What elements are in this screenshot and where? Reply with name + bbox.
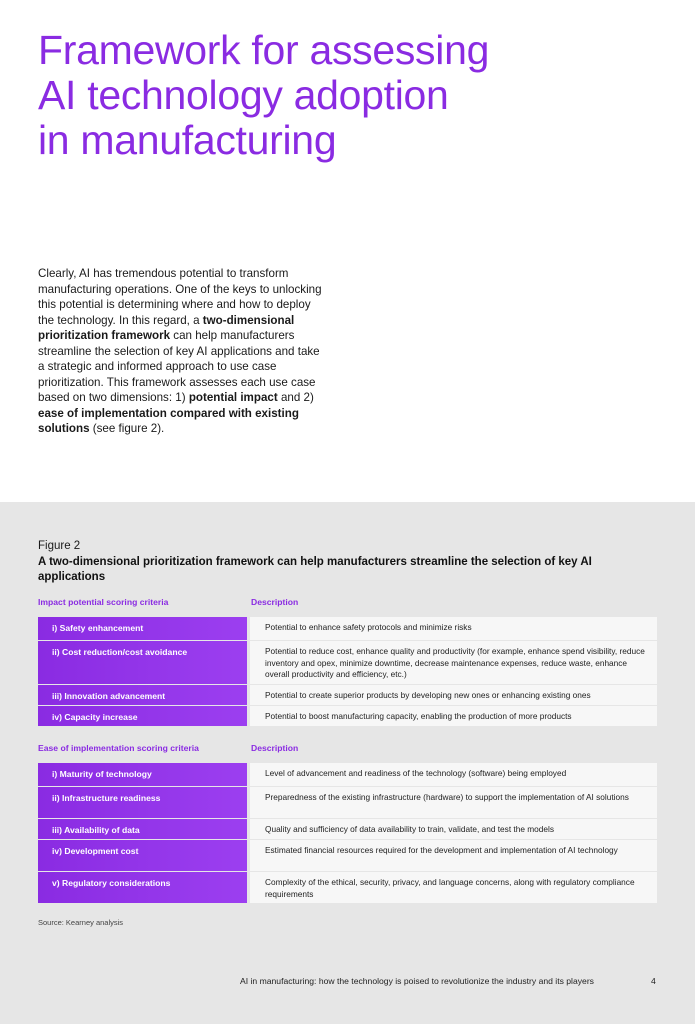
criterion-cell: iii) Availability of data <box>38 819 247 839</box>
ease-header-right: Description <box>251 743 299 753</box>
title-line: AI technology adoption <box>38 72 449 118</box>
description-cell: Potential to create superior products by developing new ones or enhancing existing ones <box>250 685 657 705</box>
description-cell: Complexity of the ethical, security, privacy, and language concerns, along with regulatory compliance requirements <box>250 872 657 903</box>
table-row <box>38 819 658 839</box>
impact-table-header <box>38 597 658 617</box>
title-line: in manufacturing <box>38 117 337 163</box>
intro-bold: two-dimensional prioritization framework <box>38 313 295 342</box>
table-row <box>38 641 658 684</box>
intro-text: (see figure 2). <box>89 422 165 435</box>
ease-table-header <box>38 743 658 763</box>
criterion-cell: i) Safety enhancement <box>38 617 247 640</box>
figure-panel <box>0 502 695 1024</box>
title-line: Framework for assessing <box>38 27 490 73</box>
table-row <box>38 872 658 903</box>
intro-text: can help manufacturers streamline the selection of key AI applications and take a strategic and informed approach to use case prioritization. This framework assesses each use case based on two dimensions: 1) <box>38 329 320 404</box>
intro-bold: potential impact <box>188 391 278 404</box>
criterion-cell: iv) Capacity increase <box>38 706 247 726</box>
description-cell: Potential to boost manufacturing capacity, enabling the production of more products <box>250 706 657 726</box>
impact-table <box>38 597 658 727</box>
intro-bold: ease of implementation compared with existing solutions <box>38 406 299 435</box>
criterion-cell: ii) Cost reduction/cost avoidance <box>38 641 247 684</box>
description-cell: Level of advancement and readiness of the technology (software) being employed <box>250 763 657 786</box>
page-title <box>38 28 598 163</box>
description-cell: Potential to reduce cost, enhance quality and productivity (for example, enhance spend visibility, reduce inventory and opex, minimize downtime, decrease maintenance expenses, reduce waste, enhance overall productivity and efficiency, etc.) <box>250 641 657 684</box>
footer-text: AI in manufacturing: how the technology is poised to revolutionize the industry and its players <box>240 976 594 986</box>
intro-paragraph <box>38 266 328 437</box>
criterion-cell: ii) Infrastructure readiness <box>38 787 247 818</box>
criterion-cell: iii) Innovation advancement <box>38 685 247 705</box>
criterion-cell: iv) Development cost <box>38 840 247 871</box>
impact-header-left: Impact potential scoring criteria <box>38 597 169 607</box>
source-note: Source: Kearney analysis <box>38 918 124 927</box>
description-cell: Preparedness of the existing infrastructure (hardware) to support the implementation of AI solutions <box>250 787 657 818</box>
ease-table <box>38 743 658 904</box>
page-number: 4 <box>651 976 656 986</box>
ease-header-left: Ease of implementation scoring criteria <box>38 743 199 753</box>
description-cell: Potential to enhance safety protocols and minimize risks <box>250 617 657 640</box>
figure-label: Figure 2 <box>38 540 81 552</box>
table-row <box>38 787 658 818</box>
description-cell: Estimated financial resources required for the development and implementation of AI technology <box>250 840 657 871</box>
table-row <box>38 706 658 726</box>
intro-text: Clearly, AI has tremendous potential to transform manufacturing operations. One of the keys to unlocking this potential is determining where and how to deploy the technology. In this regard, a <box>38 267 322 327</box>
figure-title: A two-dimensional prioritization framework can help manufacturers streamline the selection of key AI applications <box>38 556 592 583</box>
criterion-cell: v) Regulatory considerations <box>38 872 247 903</box>
criterion-cell: i) Maturity of technology <box>38 763 247 786</box>
table-row <box>38 763 658 786</box>
table-row <box>38 685 658 705</box>
impact-header-right: Description <box>251 597 299 607</box>
table-row <box>38 617 658 640</box>
intro-text: and 2) <box>277 391 314 404</box>
description-cell: Quality and sufficiency of data availability to train, validate, and test the models <box>250 819 657 839</box>
table-row <box>38 840 658 871</box>
